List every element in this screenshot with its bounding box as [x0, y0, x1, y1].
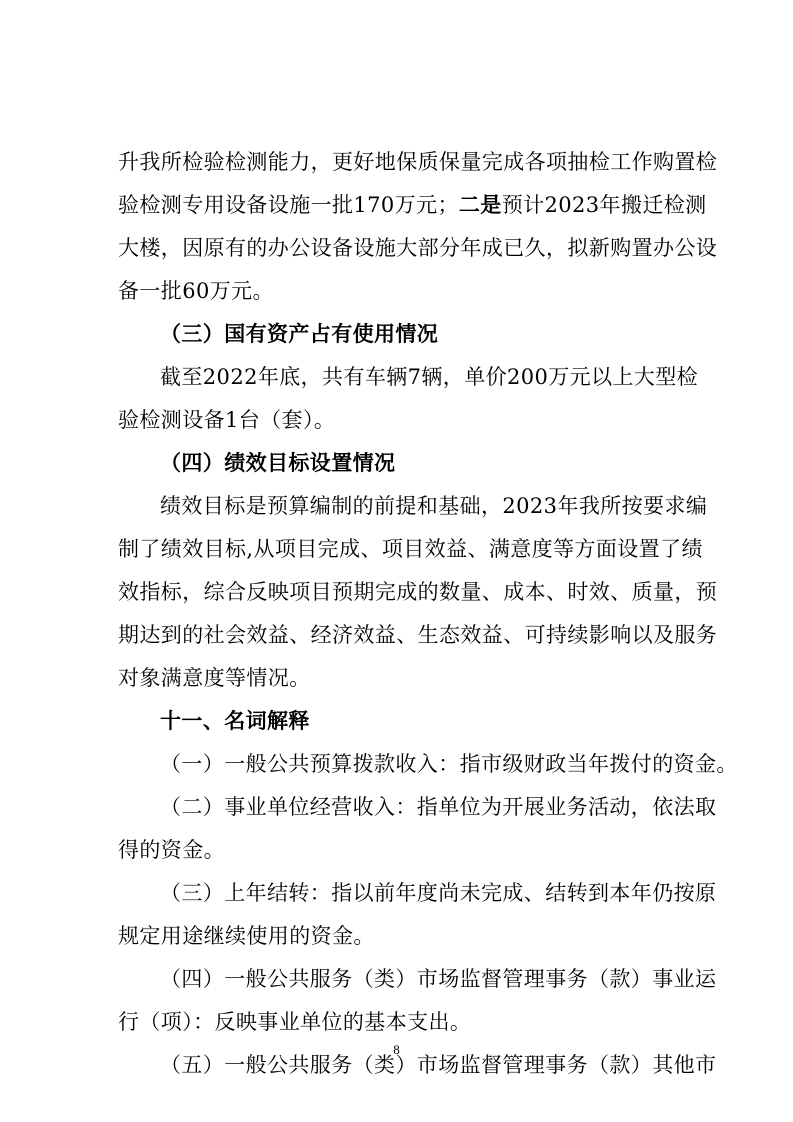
paragraph-line: （五）一般公共服务（类）市场监督管理事务（款）其他市 [160, 1053, 717, 1077]
paragraph-line: （二）事业单位经营收入：指单位为开展业务活动，依法取 [160, 795, 717, 819]
paragraph-line: 绩效目标是预算编制的前提和基础，2023年我所按要求编 [160, 494, 708, 518]
paragraph-line: 效指标，综合反映项目预期完成的数量、成本、时效、质量，预 [118, 580, 718, 604]
paragraph-line: （一）一般公共预算拨款收入：指市级财政当年拨付的资金。 [160, 752, 738, 776]
line-segment: 预计2023年搬迁检测 [501, 193, 707, 217]
paragraph-line: （三）上年结转：指以前年度尚未完成、结转到本年仍按原 [160, 881, 717, 905]
paragraph-line [118, 191, 707, 219]
paragraph-line: 截至2022年底，共有车辆7辆，单价200万元以上大型检 [160, 365, 699, 389]
line-segment: 验检测专用设备设施一批170万元； [118, 193, 459, 217]
paragraph-line: （四）一般公共服务（类）市场监督管理事务（款）事业运 [160, 967, 717, 991]
paragraph-line: 行（项）：反映事业单位的基本支出。 [118, 1010, 472, 1034]
paragraph-line: 得的资金。 [118, 838, 225, 862]
section-heading: （三）国有资产占有使用情况 [160, 322, 439, 346]
section-heading: （四）绩效目标设置情况 [160, 451, 396, 475]
paragraph-line: 大楼，因原有的办公设备设施大部分年成已久，拟新购置办公设 [118, 236, 718, 260]
paragraph-line: 升我所检验检测能力，更好地保质保量完成各项抽检工作购置检 [118, 150, 718, 174]
page-number: 8 [393, 1042, 400, 1057]
paragraph-line: 验检测设备1台（套）。 [118, 408, 336, 432]
paragraph-line: 制了绩效目标,从项目完成、项目效益、满意度等方面设置了绩 [118, 537, 703, 561]
emphasis-text: 二是 [458, 192, 502, 217]
paragraph-line: 对象满意度等情况。 [118, 666, 311, 690]
section-heading: 十一、名词解释 [160, 709, 310, 733]
paragraph-line: 期达到的社会效益、经济效益、生态效益、可持续影响以及服务 [118, 623, 718, 647]
paragraph-line: 规定用途继续使用的资金。 [118, 924, 375, 948]
paragraph-line: 备一批60万元。 [118, 279, 274, 303]
